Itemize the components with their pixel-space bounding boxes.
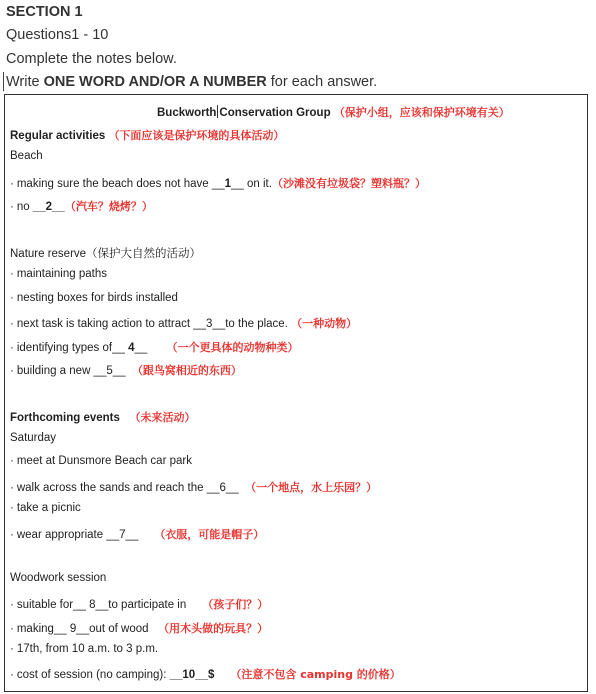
line-4-text: nesting boxes for birds installed — [16, 292, 178, 304]
line-5-note: （一种动物） — [291, 317, 358, 330]
title-part2: Conservation Group — [219, 107, 331, 119]
instruction-text: Complete the notes below. — [6, 51, 177, 67]
section-heading: SECTION 1 — [6, 4, 83, 20]
write-suffix: for each answer. — [266, 74, 378, 90]
line-1: · making sure the beach does not have __1__ on it.（沙滩没有垃圾袋？塑料瓶？） — [10, 177, 426, 190]
notes-title — [157, 104, 510, 120]
line-11-text: wear appropriate __7__ — [16, 529, 139, 541]
title-note: （保护小组，应该和保护环境有关） — [333, 106, 510, 119]
line-4: · nesting boxes for birds installed — [10, 292, 178, 304]
saturday-label: Saturday — [10, 432, 57, 444]
blank-10: __10__$ — [169, 669, 215, 681]
beach-label: Beach — [10, 150, 43, 162]
blank-1: 1 — [224, 178, 232, 190]
blank-2: __2__ — [32, 201, 65, 213]
line-6-note: （一个更具体的动物种类） — [166, 341, 299, 354]
line-10-text: take a picnic — [16, 502, 81, 514]
line-2-note: （汽车？烧烤？） — [64, 200, 153, 213]
line-12-note: （孩子们？） — [202, 598, 269, 611]
write-bold: ONE WORD AND/OR A NUMBER — [43, 74, 267, 90]
write-instruction — [6, 74, 377, 90]
line-12-text: suitable for__ 8__to participate in — [16, 599, 187, 611]
line-13-note: （用木头做的玩具？） — [158, 622, 269, 635]
line-13: · making__ 9__out of wood （用木头做的玩具？） — [10, 622, 269, 635]
forth-heading-line — [10, 409, 196, 425]
line-6: · identifying types of__ 4__ （一个更具体的动物种类） — [10, 341, 299, 354]
line-9-text: walk across the sands and reach the __6__ — [16, 482, 239, 494]
line-5-text: next task is taking action to attract __3__to the place. — [16, 318, 288, 330]
title-part1: Buckworth — [157, 107, 217, 119]
line-15-text: cost of session (no camping): — [16, 669, 170, 681]
regular-heading: Regular activities — [10, 130, 106, 142]
nature-label: Nature reserve（保护大自然的活动） — [10, 248, 202, 260]
line-8: · meet at Dunsmore Beach car park — [10, 455, 192, 467]
line-9: · walk across the sands and reach the __6__ （一个地点，水上乐园？） — [10, 481, 378, 494]
line-15: · cost of session (no camping): __10__$ （注意不包含 camping 的价格） — [10, 668, 401, 681]
line-11: · wear appropriate __7__ （衣服，可能是帽子） — [10, 528, 265, 541]
line-8-text: meet at Dunsmore Beach car park — [16, 455, 192, 467]
line-2-text: no — [16, 201, 33, 213]
blank-4: 4 — [128, 342, 135, 354]
regular-note: （下面应该是保护环境的具体活动） — [108, 129, 285, 142]
line-11-note: （衣服，可能是帽子） — [154, 528, 265, 541]
questions-range: Questions1 - 10 — [6, 27, 109, 43]
line-15-note: （注意不包含 camping 的价格） — [230, 668, 401, 681]
line-3: · maintaining paths — [10, 268, 107, 280]
line-5: · next task is taking action to attract __3__to the place. （一种动物） — [10, 317, 358, 330]
line-13-text: making__ 9__out of wood — [16, 623, 149, 635]
forth-heading: Forthcoming events — [10, 412, 120, 424]
line-12: · suitable for__ 8__to participate in （孩子们？） — [10, 598, 269, 611]
line-14-text: 17th, from 10 a.m. to 3 p.m. — [16, 643, 159, 655]
regular-heading-line — [10, 127, 284, 143]
text-cursor — [3, 72, 4, 91]
line-1-text: making sure the beach does not have __ — [16, 178, 225, 190]
line-1-post: __ on it. — [231, 178, 272, 190]
line-10: · take a picnic — [10, 502, 81, 514]
line-3-text: maintaining paths — [16, 268, 107, 280]
line-9-note: （一个地点，水上乐园？） — [245, 481, 378, 494]
line-1-note: （沙滩没有垃圾袋？塑料瓶？） — [271, 177, 426, 190]
line-6-text: identifying types of__ — [16, 342, 129, 354]
line-2: · no __2__（汽车？烧烤？） — [10, 200, 153, 213]
line-7-note: （跟鸟窝相近的东西） — [131, 364, 242, 377]
write-prefix: Write — [6, 74, 44, 90]
line-14: · 17th, from 10 a.m. to 3 p.m. — [10, 643, 159, 655]
line-6-post: __ — [134, 342, 148, 354]
line-7: · building a new __5__ （跟鸟窝相近的东西） — [10, 364, 242, 377]
forth-note: （未来活动） — [129, 411, 196, 424]
woodwork-label: Woodwork session — [10, 572, 107, 584]
line-7-text: building a new __5__ — [16, 365, 126, 377]
